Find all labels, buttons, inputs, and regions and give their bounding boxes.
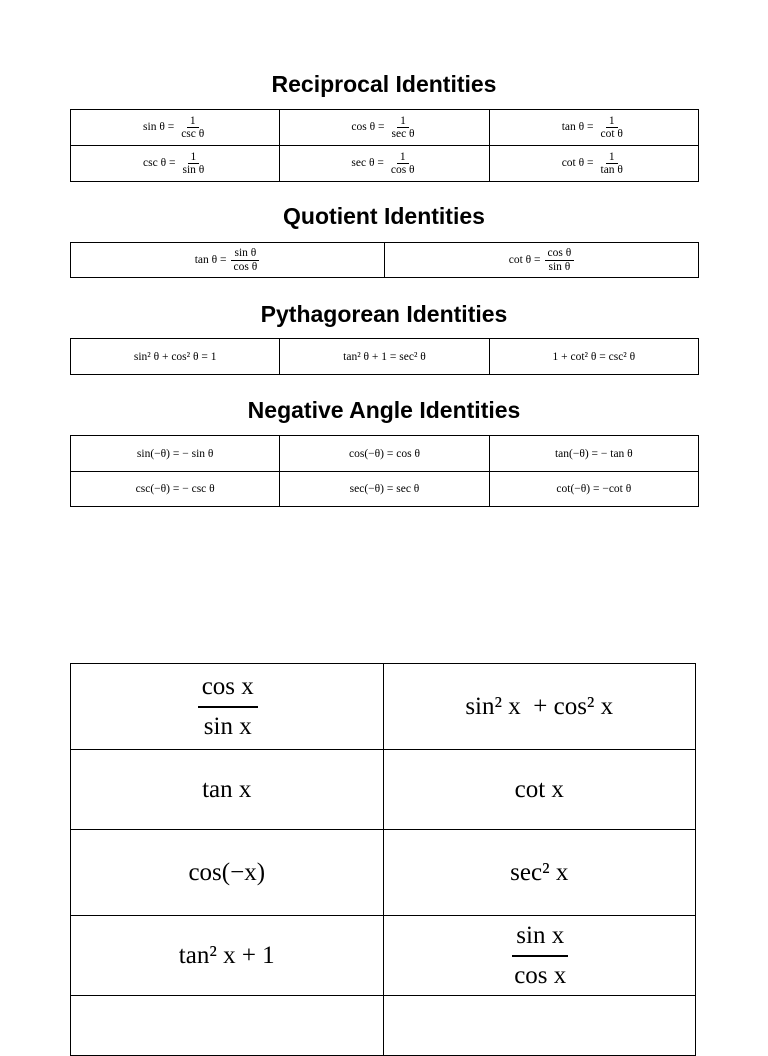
numerator: cos θ bbox=[545, 247, 575, 260]
reciprocal-heading: Reciprocal Identities bbox=[271, 71, 497, 97]
lhs: cos θ = bbox=[351, 121, 385, 134]
reciprocal-cell bbox=[280, 146, 489, 182]
card-cell bbox=[383, 916, 696, 996]
pythagorean-cell: tan² θ + 1 = sec² θ bbox=[280, 339, 489, 375]
fraction bbox=[388, 115, 417, 140]
reciprocal-cell bbox=[71, 146, 280, 182]
fraction bbox=[388, 151, 418, 176]
quotient-table bbox=[70, 242, 699, 278]
denominator: sec θ bbox=[391, 128, 415, 140]
fraction bbox=[179, 151, 207, 176]
denominator: tan θ bbox=[600, 164, 623, 176]
negative-heading: Negative Angle Identities bbox=[247, 397, 521, 423]
denominator: sin x bbox=[203, 712, 252, 740]
denominator: sin θ bbox=[548, 260, 571, 273]
pythagorean-cell: sin² θ + cos² θ = 1 bbox=[71, 339, 280, 375]
numerator: sin θ bbox=[231, 247, 259, 260]
card-cell: sin² x + cos² x bbox=[383, 664, 696, 750]
card-cell bbox=[71, 664, 384, 750]
fraction bbox=[198, 671, 258, 742]
numerator: 1 bbox=[606, 151, 618, 164]
fraction bbox=[510, 920, 570, 991]
card-cell: cot x bbox=[383, 750, 696, 830]
negative-cell: cot(−θ) = −cot θ bbox=[489, 472, 698, 507]
numerator: 1 bbox=[188, 151, 200, 164]
reciprocal-cell bbox=[489, 146, 698, 182]
card-cell: tan² x + 1 bbox=[71, 916, 384, 996]
numerator: 1 bbox=[397, 115, 409, 128]
fraction bbox=[178, 115, 207, 140]
lhs: tan θ = bbox=[194, 253, 227, 266]
quotient-cell bbox=[71, 243, 385, 278]
reciprocal-cell bbox=[489, 110, 698, 146]
negative-cell: tan(−θ) = − tan θ bbox=[489, 436, 698, 472]
numerator: 1 bbox=[397, 151, 409, 164]
pythagorean-cell: 1 + cot² θ = csc² θ bbox=[489, 339, 698, 375]
quotient-heading: Quotient Identities bbox=[283, 203, 485, 229]
denominator: cos θ bbox=[233, 260, 258, 273]
denominator: cos x bbox=[514, 961, 567, 989]
card-cell bbox=[383, 996, 696, 1056]
card-cell: tan x bbox=[71, 750, 384, 830]
lhs: csc θ = bbox=[143, 157, 176, 170]
negative-cell: csc(−θ) = − csc θ bbox=[71, 472, 280, 507]
pythagorean-table bbox=[70, 338, 699, 375]
negative-cell: sec(−θ) = sec θ bbox=[280, 472, 489, 507]
lhs: cot θ = bbox=[508, 253, 541, 266]
denominator: cos θ bbox=[390, 164, 415, 176]
reciprocal-cell bbox=[280, 110, 489, 146]
negative-cell: sin(−θ) = − sin θ bbox=[71, 436, 280, 472]
denominator: cot θ bbox=[600, 128, 623, 140]
denominator: sin θ bbox=[182, 164, 205, 176]
lhs: sin θ = bbox=[143, 121, 175, 134]
fraction bbox=[231, 247, 261, 272]
reciprocal-table bbox=[70, 109, 699, 182]
card-cell: sec² x bbox=[383, 830, 696, 916]
lhs: sec θ = bbox=[351, 157, 384, 170]
numerator: cos x bbox=[198, 671, 258, 707]
negative-table bbox=[70, 435, 699, 507]
card-cell: cos(−x) bbox=[71, 830, 384, 916]
numerator: 1 bbox=[187, 115, 199, 128]
card-cell bbox=[71, 996, 384, 1056]
numerator: 1 bbox=[606, 115, 618, 128]
fraction bbox=[598, 151, 626, 176]
pythagorean-heading: Pythagorean Identities bbox=[260, 301, 508, 327]
lhs: tan θ = bbox=[561, 121, 594, 134]
denominator: csc θ bbox=[181, 128, 205, 140]
card-table bbox=[70, 663, 696, 1056]
negative-cell: cos(−θ) = cos θ bbox=[280, 436, 489, 472]
fraction bbox=[545, 247, 575, 272]
lhs: cot θ = bbox=[561, 157, 594, 170]
fraction bbox=[598, 115, 626, 140]
reciprocal-cell bbox=[71, 110, 280, 146]
quotient-cell bbox=[385, 243, 699, 278]
numerator: sin x bbox=[512, 920, 568, 956]
